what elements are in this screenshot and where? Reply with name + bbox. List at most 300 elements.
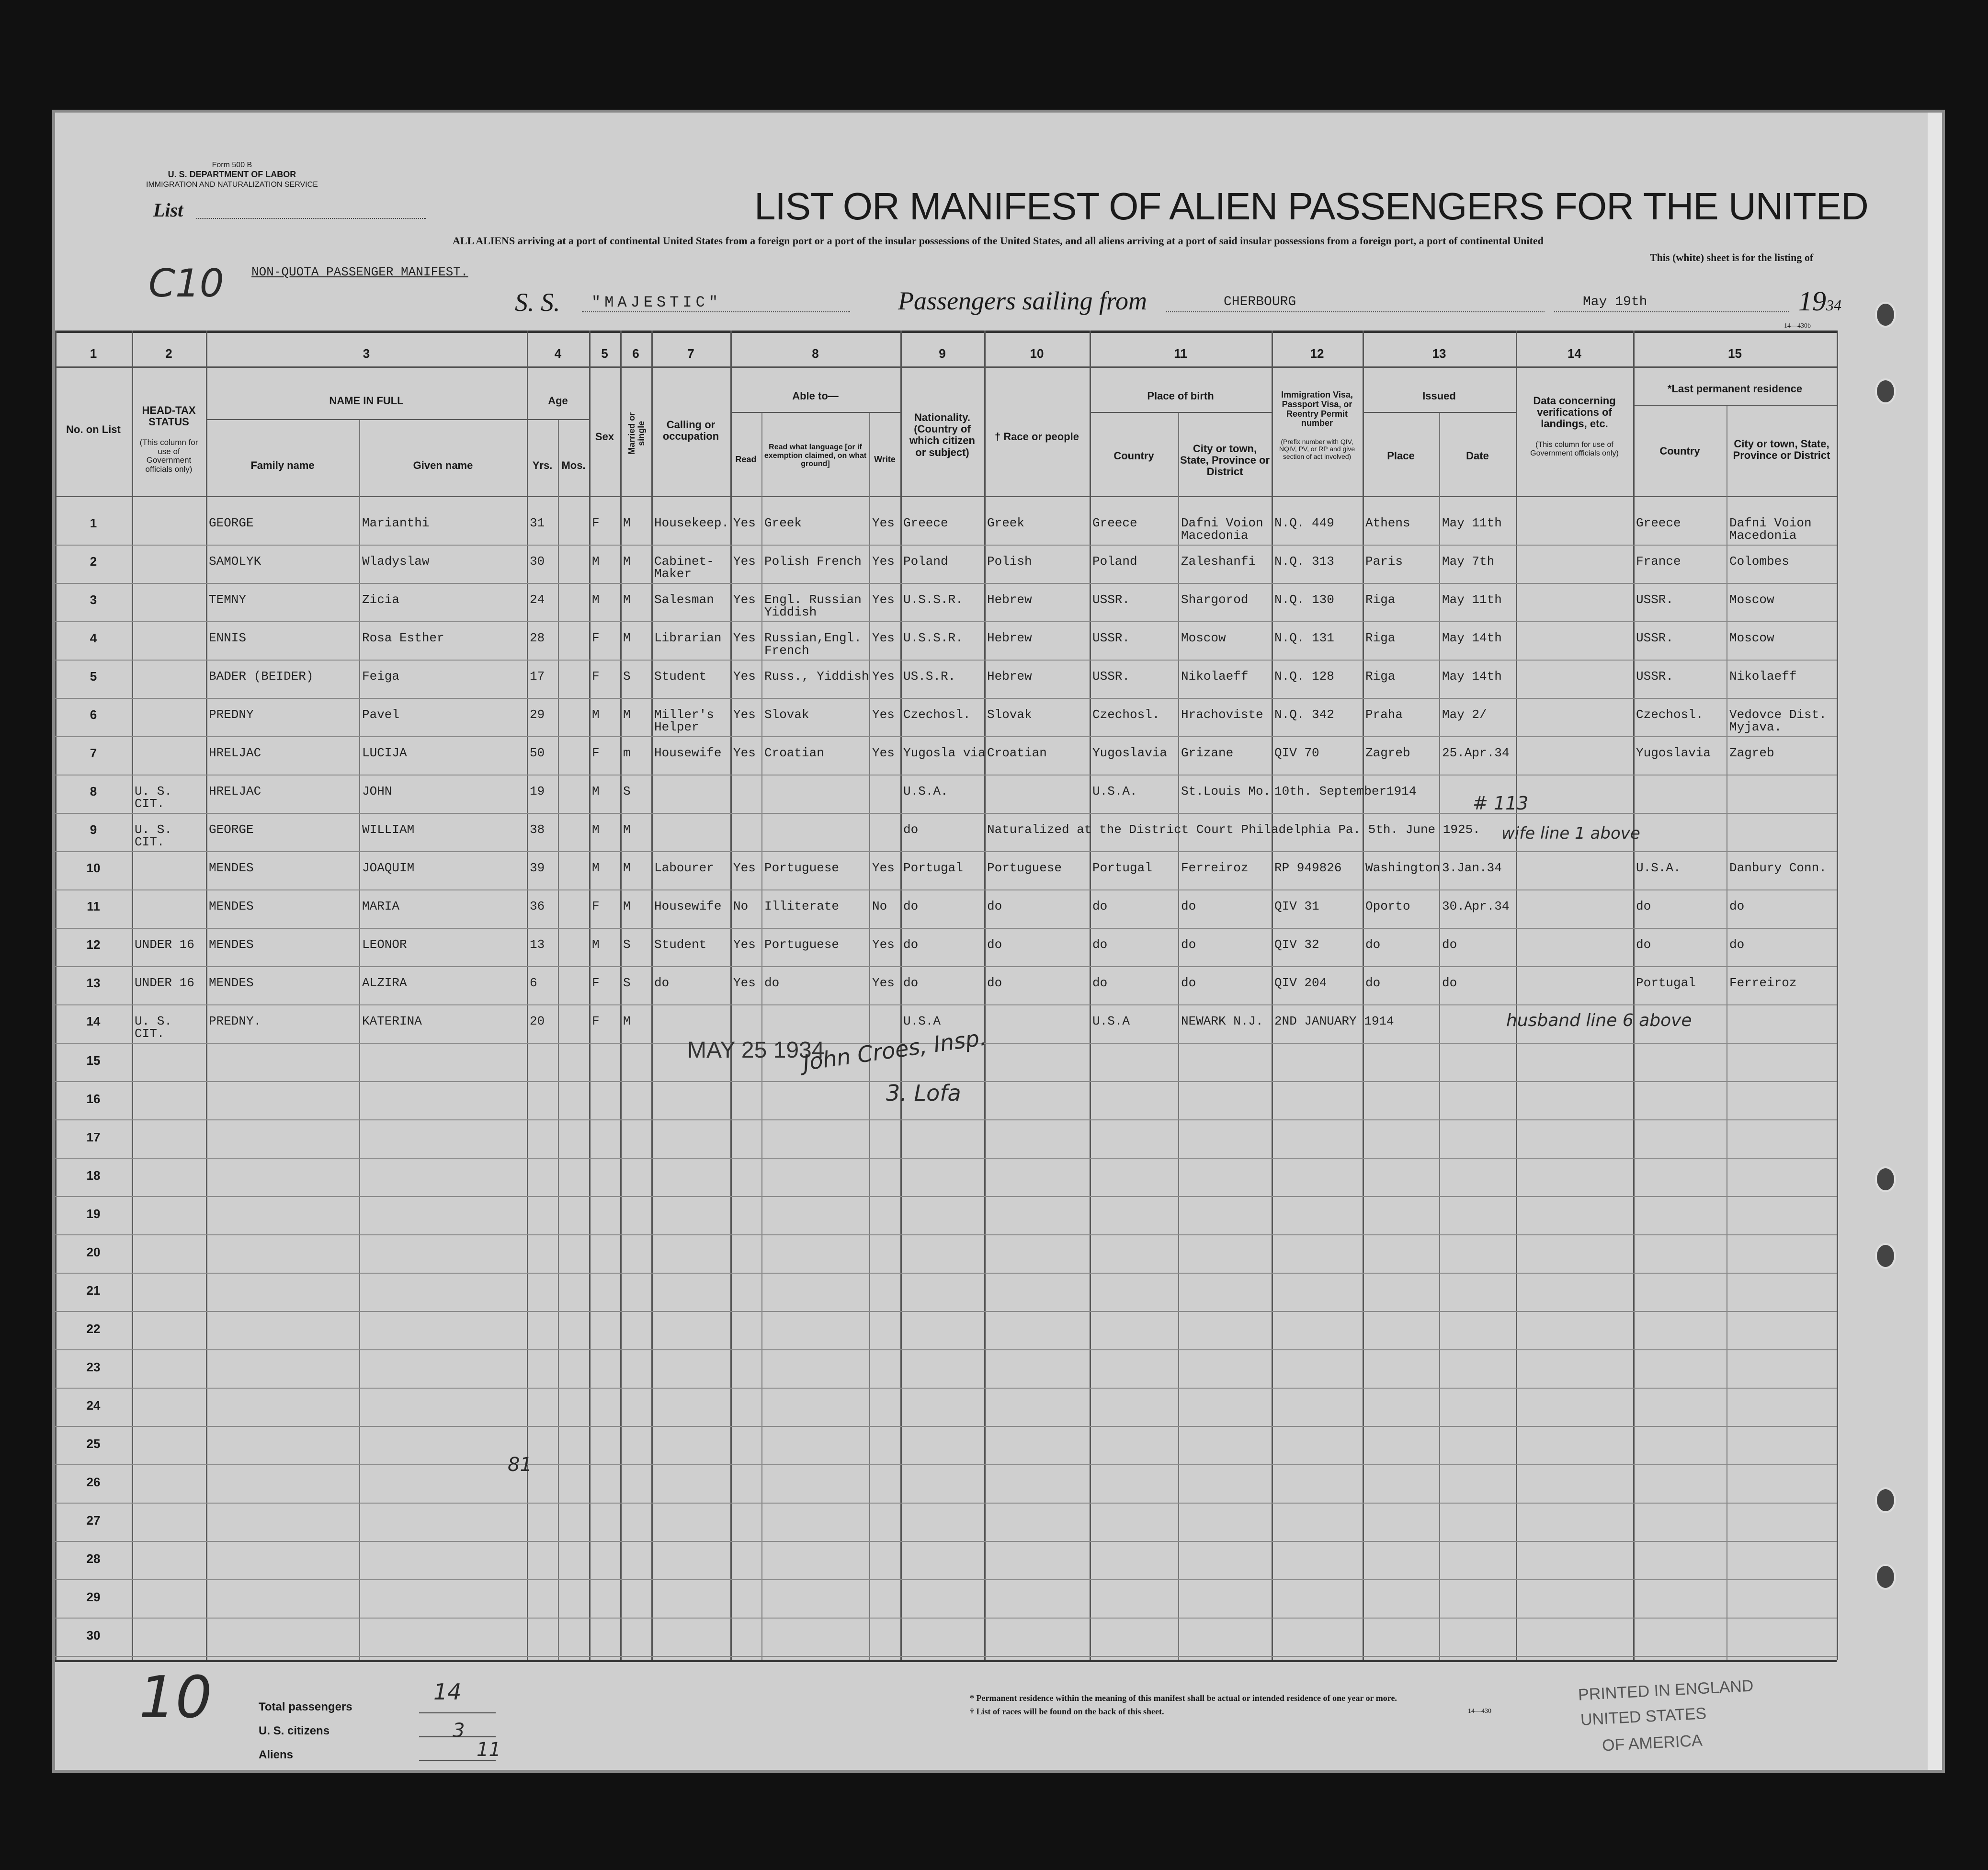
nationality: do xyxy=(903,822,919,837)
col-num-4: 4 xyxy=(554,346,562,361)
row-number: 26 xyxy=(86,1475,101,1489)
marital-status: M xyxy=(623,899,631,913)
occupation: Cabinet-Maker xyxy=(654,554,714,581)
marital-status: m xyxy=(623,746,631,760)
read-language: Illiterate xyxy=(764,899,840,913)
col-num-11: 11 xyxy=(1174,346,1187,361)
issued-date: do xyxy=(1442,976,1457,990)
birth-country: USSR. xyxy=(1092,593,1130,607)
marital-status: M xyxy=(623,631,631,645)
issued-place: Paris xyxy=(1365,554,1403,569)
birth-city: Hrachoviste xyxy=(1181,707,1263,722)
nationality: U.S.A xyxy=(903,1014,941,1028)
header-married: Married or single xyxy=(627,412,646,455)
birth-city: do xyxy=(1181,937,1196,952)
header-no-on-list: No. on List xyxy=(66,423,121,435)
row-divider xyxy=(55,1273,1837,1274)
row-number: 24 xyxy=(86,1398,101,1413)
nationality: U.S.S.R. xyxy=(903,593,963,607)
header-data-note: (This column for use of Government officials only) xyxy=(1530,441,1619,457)
marital-status: S xyxy=(623,784,631,798)
read-language: Portuguese xyxy=(764,861,840,875)
header-visa: Immigration Visa, Passport Visa, or Reentry Permit number xyxy=(1281,390,1353,428)
issued-place: Zagreb xyxy=(1365,746,1410,760)
given-name: Zicia xyxy=(362,593,400,607)
given-name: LUCIJA xyxy=(362,746,407,760)
row-divider xyxy=(55,1119,1837,1120)
age-years: 6 xyxy=(530,976,537,990)
header-given-name: Given name xyxy=(413,459,473,471)
race: Hebrew xyxy=(987,669,1032,684)
col-num-15: 15 xyxy=(1728,346,1742,361)
read-language: Greek xyxy=(764,516,802,530)
nationality: Portugal xyxy=(903,861,963,875)
col-num-3: 3 xyxy=(363,346,370,361)
row-number: 16 xyxy=(86,1092,101,1106)
age-years: 28 xyxy=(530,631,545,645)
residence-city: Dafni Voion Macedonia xyxy=(1729,516,1812,543)
residence-city: Moscow xyxy=(1729,593,1774,607)
header-read: Read xyxy=(735,455,757,464)
occupation: Housewife xyxy=(654,899,722,913)
col-num-12: 12 xyxy=(1310,346,1324,361)
given-name: Marianthi xyxy=(362,516,430,530)
table-row xyxy=(55,855,1837,893)
age-years: 30 xyxy=(530,554,545,569)
can-write: Yes xyxy=(872,669,895,684)
residence-country: U.S.A. xyxy=(1636,861,1681,875)
issued-date: 3.Jan.34 xyxy=(1442,861,1502,875)
race: do xyxy=(987,937,1002,952)
residence-city: Danbury Conn. xyxy=(1729,861,1827,875)
name-subdivider xyxy=(206,419,527,420)
margin-note: C10 xyxy=(148,261,224,306)
visa-number: RP 949826 xyxy=(1274,861,1342,875)
visa-number: N.Q. 130 xyxy=(1274,593,1334,607)
age-years: 36 xyxy=(530,899,545,913)
date-line xyxy=(1554,311,1789,312)
can-read: Yes xyxy=(733,554,756,569)
residence-country: Greece xyxy=(1636,516,1681,530)
age-years: 17 xyxy=(530,669,545,684)
row-number: 23 xyxy=(86,1360,101,1374)
nationality: Czechosl. xyxy=(903,707,971,722)
sex: F xyxy=(592,1014,600,1028)
list-line xyxy=(196,218,426,219)
family-name: MENDES xyxy=(209,899,254,913)
header-able-to: Able to— xyxy=(792,390,839,402)
head-tax-status: U. S. CIT. xyxy=(135,1014,172,1041)
header-issued-place: Place xyxy=(1387,450,1415,462)
birth-city: do xyxy=(1181,976,1196,990)
family-name: BADER (BEIDER) xyxy=(209,669,314,684)
family-name: MENDES xyxy=(209,937,254,952)
family-name: TEMNY xyxy=(209,593,247,607)
port-line xyxy=(1166,311,1545,312)
issued-date: May 14th xyxy=(1442,669,1502,684)
can-read: Yes xyxy=(733,669,756,684)
col-num-7: 7 xyxy=(687,346,694,361)
age-years: 20 xyxy=(530,1014,545,1028)
sex: M xyxy=(592,861,600,875)
row9-note: wife line 1 above xyxy=(1501,824,1640,843)
age-years: 38 xyxy=(530,822,545,837)
family-name: HRELJAC xyxy=(209,784,261,798)
row-number: 13 xyxy=(86,976,101,990)
header-issued: Issued xyxy=(1422,390,1456,402)
row-divider xyxy=(55,1618,1837,1619)
can-read: Yes xyxy=(733,746,756,760)
row14-note: husband line 6 above xyxy=(1506,1011,1692,1030)
year xyxy=(1798,285,1841,317)
binder-hole xyxy=(1875,302,1896,328)
head-tax-status: U. S. CIT. xyxy=(135,784,172,811)
sex: F xyxy=(592,899,600,913)
row-divider xyxy=(55,1656,1837,1657)
header-age: Age xyxy=(548,395,568,407)
corner-code: 14—430b xyxy=(1784,322,1811,330)
read-language: Russian,Engl. French xyxy=(764,631,862,658)
issued-subdivider xyxy=(1363,412,1516,413)
department: U. S. DEPARTMENT OF LABOR xyxy=(168,170,296,180)
row-number: 29 xyxy=(86,1590,101,1604)
sex: M xyxy=(592,784,600,798)
ss-label: S. S. xyxy=(515,288,560,317)
sex: F xyxy=(592,746,600,760)
residence-city: Moscow xyxy=(1729,631,1774,645)
header-name-in-full: NAME IN FULL xyxy=(329,395,404,407)
given-name: Rosa Esther xyxy=(362,631,444,645)
residence-country: USSR. xyxy=(1636,631,1674,645)
binder-hole xyxy=(1875,1564,1896,1590)
table-row xyxy=(55,702,1837,740)
row-divider xyxy=(55,1579,1837,1580)
header-birth-city: City or town, State, Province or District xyxy=(1180,443,1270,478)
row-divider xyxy=(55,1388,1837,1389)
col-num-14: 14 xyxy=(1568,346,1581,361)
us-citizens-value: 3 xyxy=(453,1720,465,1742)
residence-country: Czechosl. xyxy=(1636,707,1704,722)
row-number: 25 xyxy=(86,1437,101,1451)
header-last-residence: *Last permanent residence xyxy=(1667,383,1803,395)
given-name: JOAQUIM xyxy=(362,861,415,875)
residence-city: Nikolaeff xyxy=(1729,669,1797,684)
family-name: GEORGE xyxy=(209,822,254,837)
table-row xyxy=(55,548,1837,587)
marital-status: M xyxy=(623,554,631,569)
table-row xyxy=(55,663,1837,702)
given-name: JOHN xyxy=(362,784,392,798)
birth-country: USSR. xyxy=(1092,631,1130,645)
residence-country: Yugoslavia xyxy=(1636,746,1711,760)
given-name: Pavel xyxy=(362,707,400,722)
row-divider xyxy=(55,1311,1837,1312)
issued-date: May 11th xyxy=(1442,593,1502,607)
col-num-13: 13 xyxy=(1432,346,1446,361)
birth-city: Shargorod xyxy=(1181,593,1249,607)
manifest-sheet xyxy=(55,113,1942,1770)
marital-status: M xyxy=(623,593,631,607)
margin-81: 81 xyxy=(508,1454,532,1476)
col-num-5: 5 xyxy=(601,346,608,361)
row-number: 4 xyxy=(90,631,97,645)
ship-name: "MAJESTIC" xyxy=(591,294,722,311)
row-number: 12 xyxy=(86,937,101,952)
can-read: Yes xyxy=(733,861,756,875)
age-years: 24 xyxy=(530,593,545,607)
row-number: 15 xyxy=(86,1053,101,1068)
header-yrs: Yrs. xyxy=(532,459,553,471)
age-years: 39 xyxy=(530,861,545,875)
race: Portuguese xyxy=(987,861,1062,875)
head-tax-status: UNDER 16 xyxy=(135,976,194,990)
binder-hole xyxy=(1875,1487,1896,1513)
row-number: 8 xyxy=(90,784,97,798)
visa-number: 2ND JANUARY 1914 xyxy=(1274,1014,1394,1028)
birth-city: Grizane xyxy=(1181,746,1234,760)
residence-country: do xyxy=(1636,937,1651,952)
row-number: 21 xyxy=(86,1283,101,1298)
birth-city: Dafni Voion Macedonia xyxy=(1181,516,1263,543)
row-number: 27 xyxy=(86,1513,101,1528)
birth-city: Ferreiroz xyxy=(1181,861,1249,875)
given-name: WILLIAM xyxy=(362,822,415,837)
age-years: 31 xyxy=(530,516,545,530)
read-language: do xyxy=(764,976,780,990)
header-visa-note: (Prefix number with QIV, NQIV, PV, or RP and give section of act involved) xyxy=(1279,438,1355,460)
family-name: GEORGE xyxy=(209,516,254,530)
birth-country: Greece xyxy=(1092,516,1137,530)
header-issued-date: Date xyxy=(1466,450,1489,462)
table-row xyxy=(55,587,1837,625)
can-write: Yes xyxy=(872,707,895,722)
row-number: 22 xyxy=(86,1322,101,1336)
birth-country: do xyxy=(1092,899,1108,913)
marital-status: M xyxy=(623,707,631,722)
marital-status: M xyxy=(623,1014,631,1028)
sex: M xyxy=(592,554,600,569)
sex: M xyxy=(592,593,600,607)
row-number: 1 xyxy=(90,516,97,530)
sex: F xyxy=(592,669,600,684)
family-name: MENDES xyxy=(209,976,254,990)
can-read: Yes xyxy=(733,707,756,722)
family-name: ENNIS xyxy=(209,631,247,645)
table-row xyxy=(55,932,1837,970)
issued-date: May 7th xyxy=(1442,554,1495,569)
can-read: Yes xyxy=(733,516,756,530)
row-number: 7 xyxy=(90,746,97,760)
visa-number: N.Q. 449 xyxy=(1274,516,1334,530)
read-language: Polish French xyxy=(764,554,862,569)
arrival-date-stamp: MAY 25 1934 xyxy=(687,1038,825,1063)
can-write: Yes xyxy=(872,937,895,952)
race: Croatian xyxy=(987,746,1047,760)
visa-number: 10th. September1914 xyxy=(1274,784,1417,798)
birth-country: do xyxy=(1092,976,1108,990)
nationality: do xyxy=(903,976,919,990)
table-row xyxy=(55,740,1837,778)
total-passengers-label: Total passengers xyxy=(259,1700,352,1713)
residence-city: Colombes xyxy=(1729,554,1789,569)
residence-country: Portugal xyxy=(1636,976,1696,990)
row-number: 11 xyxy=(87,899,100,913)
row-divider xyxy=(55,1503,1837,1504)
occupation: Housewife xyxy=(654,746,722,760)
sailing-date: May 19th xyxy=(1583,295,1647,309)
visa-number: QIV 204 xyxy=(1274,976,1327,990)
race: do xyxy=(987,976,1002,990)
binder-hole xyxy=(1875,1166,1896,1192)
page-title: LIST OR MANIFEST OF ALIEN PASSENGERS FOR THE UNITED xyxy=(754,185,1868,228)
header-family-name: Family name xyxy=(250,459,315,471)
age-years: 50 xyxy=(530,746,545,760)
service: IMMIGRATION AND NATURALIZATION SERVICE xyxy=(146,180,318,189)
visa-number: N.Q. 313 xyxy=(1274,554,1334,569)
residence-city: Zagreb xyxy=(1729,746,1774,760)
row-number: 19 xyxy=(86,1207,101,1221)
marital-status: S xyxy=(623,976,631,990)
list-label: List xyxy=(153,199,183,221)
marital-status: M xyxy=(623,822,631,837)
printed-country-1: UNITED STATES xyxy=(1580,1704,1707,1729)
race: Hebrew xyxy=(987,631,1032,645)
nationality: Yugosla via xyxy=(903,746,986,760)
row-divider xyxy=(55,1234,1837,1235)
row-number: 30 xyxy=(86,1628,101,1642)
race: Greek xyxy=(987,516,1025,530)
birth-city: do xyxy=(1181,899,1196,913)
birth-city: Moscow xyxy=(1181,631,1226,645)
family-name: MENDES xyxy=(209,861,254,875)
sex: M xyxy=(592,822,600,837)
nationality: U.S.A. xyxy=(903,784,948,798)
table-bottom-border xyxy=(55,1660,1837,1662)
occupation: Salesman xyxy=(654,593,714,607)
residence-country: USSR. xyxy=(1636,593,1674,607)
inspector-signature: John Croes, Insp. xyxy=(801,1024,988,1076)
nationality: do xyxy=(903,937,919,952)
header-nationality: Nationality. (Country of which citizen or subject) xyxy=(909,411,975,458)
given-name: KATERINA xyxy=(362,1014,422,1028)
row-number: 2 xyxy=(90,554,97,569)
head-tax-status: U. S. CIT. xyxy=(135,822,172,849)
issued-date: 30.Apr.34 xyxy=(1442,899,1510,913)
residence-country: France xyxy=(1636,554,1681,569)
issued-date: May 14th xyxy=(1442,631,1502,645)
col-num-6: 6 xyxy=(632,346,639,361)
printed-in-stamp: PRINTED IN ENGLAND xyxy=(1578,1676,1754,1704)
row-divider xyxy=(55,1464,1837,1465)
row8-note: # 113 xyxy=(1473,793,1529,814)
age-subdivider xyxy=(527,419,589,420)
header-sex: Sex xyxy=(595,431,614,443)
total-passengers-value: 14 xyxy=(433,1679,462,1705)
read-language: Croatian xyxy=(764,746,824,760)
us-citizens-label: U. S. citizens xyxy=(259,1724,330,1737)
marital-status: S xyxy=(623,937,631,952)
header-write: Write xyxy=(874,455,896,464)
race: Naturalized at the District Court Philadelphia Pa. 5th. June 1925. xyxy=(987,822,1480,837)
marital-status: M xyxy=(623,516,631,530)
residence-city: do xyxy=(1729,937,1745,952)
table-top-border xyxy=(55,331,1837,333)
sex: M xyxy=(592,707,600,722)
race: Polish xyxy=(987,554,1032,569)
marital-status: M xyxy=(623,861,631,875)
row-number: 20 xyxy=(86,1245,101,1259)
birth-country: U.S.A xyxy=(1092,1014,1130,1028)
visa-number: QIV 70 xyxy=(1274,746,1319,760)
visa-number: QIV 32 xyxy=(1274,937,1319,952)
can-read: Yes xyxy=(733,976,756,990)
family-name: PREDNY xyxy=(209,707,254,722)
issued-place: Riga xyxy=(1365,593,1396,607)
header-data-concerning: Data concerning verifications of landings, etc. xyxy=(1533,395,1616,430)
age-years: 19 xyxy=(530,784,545,798)
family-name: SAMOLYK xyxy=(209,554,261,569)
binder-hole xyxy=(1875,378,1896,404)
visa-number: N.Q. 131 xyxy=(1274,631,1334,645)
given-name: ALZIRA xyxy=(362,976,407,990)
birth-country: Czechosl. xyxy=(1092,707,1160,722)
given-name: LEONOR xyxy=(362,937,407,952)
residence-country: do xyxy=(1636,899,1651,913)
table-row xyxy=(55,970,1837,1008)
given-name: Feiga xyxy=(362,669,400,684)
row-number: 28 xyxy=(86,1551,101,1566)
table-row xyxy=(55,510,1837,548)
issued-place: Praha xyxy=(1365,707,1403,722)
sailing-label: Passengers sailing from xyxy=(898,286,1147,315)
header-head-tax-note: (This column for use of Government officials only) xyxy=(139,438,198,474)
nationality: Greece xyxy=(903,516,948,530)
able-subdivider xyxy=(730,412,900,413)
occupation: Labourer xyxy=(654,861,714,875)
race: do xyxy=(987,899,1002,913)
issued-place: do xyxy=(1365,976,1381,990)
nationality: do xyxy=(903,899,919,913)
aliens-value: 11 xyxy=(477,1739,501,1761)
table-row xyxy=(55,625,1837,663)
header-res-country: Country xyxy=(1659,445,1700,457)
can-write: Yes xyxy=(872,861,895,875)
header-place-of-birth: Place of birth xyxy=(1147,390,1214,402)
family-name: PREDNY. xyxy=(209,1014,261,1028)
can-write: Yes xyxy=(872,554,895,569)
footer-code: 14—430 xyxy=(1468,1708,1491,1715)
birth-city: St.Louis Mo. xyxy=(1181,784,1271,798)
visa-number: N.Q. 128 xyxy=(1274,669,1334,684)
row-number: 9 xyxy=(90,822,97,837)
read-language: Russ., Yiddish xyxy=(764,669,869,684)
col-num-10: 10 xyxy=(1030,346,1044,361)
can-write: Yes xyxy=(872,593,895,607)
col-num-1: 1 xyxy=(90,346,97,361)
issued-place: Riga xyxy=(1365,669,1396,684)
birth-city: NEWARK N.J. xyxy=(1181,1014,1263,1028)
header-bottom-border xyxy=(55,496,1837,497)
footnote-1: * Permanent residence within the meaning of this manifest shall be actual or intended residence of one year or more. xyxy=(970,1693,1397,1703)
table-row xyxy=(55,893,1837,932)
inspector-signature-2: 3. Lofa xyxy=(886,1080,961,1106)
nationality: U.S.S.R. xyxy=(903,631,963,645)
age-years: 13 xyxy=(530,937,545,952)
table-row xyxy=(55,778,1837,817)
sex: F xyxy=(592,976,600,990)
read-language: Portuguese xyxy=(764,937,840,952)
issued-place: Athens xyxy=(1365,516,1410,530)
